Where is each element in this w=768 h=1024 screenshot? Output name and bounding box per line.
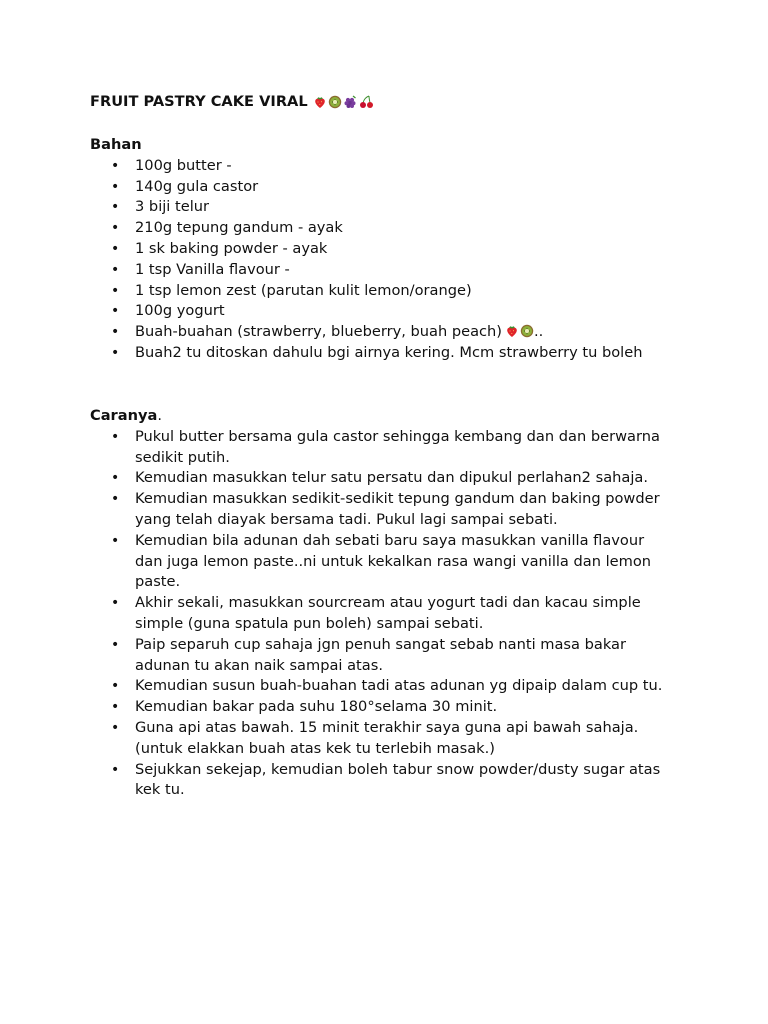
bullet: • — [111, 761, 120, 778]
step-text: Kemudian susun buah-buahan tadi atas adunan yg dipaip dalam cup tu. — [135, 677, 663, 695]
ingredient-text: 100g yogurt — [135, 302, 225, 320]
step-text: Paip separuh cup sahaja jgn penuh sangat sebab nanti masa bakar adunan tu akan naik sampai atas. — [135, 635, 626, 674]
fruit-emoji-group — [505, 324, 534, 338]
bullet: • — [111, 595, 120, 612]
kiwi-icon — [520, 324, 534, 338]
bullet: • — [111, 699, 120, 716]
bullet: • — [111, 428, 120, 445]
bullet: • — [111, 240, 120, 257]
ingredients-section — [90, 135, 690, 364]
strawberry-icon — [313, 95, 327, 109]
ingredient-text: 1 tsp Vanilla flavour - — [135, 260, 290, 278]
method-section — [90, 406, 690, 801]
kiwi-icon — [328, 95, 342, 109]
step-text: Akhir sekali, masukkan sourcream atau yogurt tadi dan kacau simple simple (guna spatula pun boleh) sampai sebati. — [135, 594, 641, 632]
list-item — [90, 177, 670, 198]
list-item — [90, 281, 670, 302]
bullet: • — [111, 344, 120, 361]
bullet: • — [111, 303, 120, 320]
strawberry-icon — [505, 324, 519, 338]
step-text: Kemudian bakar pada suhu 180°selama 30 minit. — [135, 698, 498, 716]
bullet: • — [111, 178, 120, 195]
list-item — [90, 635, 670, 677]
bullet: • — [111, 532, 120, 549]
method-list — [90, 427, 690, 801]
ingredient-text: 1 tsp lemon zest (parutan kulit lemon/orange) — [135, 281, 472, 299]
bullet: • — [111, 491, 120, 508]
ingredients-list — [90, 156, 690, 364]
list-item — [90, 531, 670, 593]
ingredient-text: 210g tepung gandum - ayak — [135, 219, 343, 237]
list-item — [90, 676, 670, 697]
bullet: • — [111, 636, 120, 653]
bullet: • — [111, 199, 120, 216]
recipe-title — [90, 92, 374, 113]
list-item — [90, 468, 670, 489]
list-item — [90, 322, 670, 343]
bullet: • — [111, 282, 120, 299]
method-heading-suffix: . — [157, 407, 162, 424]
list-item — [90, 218, 670, 239]
ingredient-text: 3 biji telur — [135, 198, 209, 216]
list-item — [90, 156, 670, 177]
step-text: Kemudian masukkan sedikit-sedikit tepung gandum dan baking powder yang telah diayak bersama tadi. Pukul lagi sampai sebati. — [135, 490, 660, 528]
ingredient-text: 1 sk baking powder - ayak — [135, 239, 328, 257]
method-heading-text: Caranya — [90, 407, 158, 424]
ingredients-heading: Bahan — [90, 136, 142, 153]
bullet: • — [111, 157, 120, 174]
list-item — [90, 593, 670, 635]
step-text: Guna api atas bawah. 15 minit terakhir saya guna api bawah sahaja. (untuk elakkan buah atas kek tu terlebih masak.) — [135, 718, 639, 757]
list-item — [90, 239, 670, 260]
list-item — [90, 301, 670, 322]
grapes-icon — [343, 95, 358, 109]
step-text: Kemudian bila adunan dah sebati baru saya masukkan vanilla flavour dan juga lemon paste..ni untuk kekalkan rasa wangi vanilla dan lemon paste. — [135, 531, 652, 591]
list-item — [90, 260, 670, 281]
list-item — [90, 197, 670, 218]
step-text: Sejukkan sekejap, kemudian boleh tabur snow powder/dusty sugar atas kek tu. — [135, 760, 661, 799]
list-item — [90, 489, 670, 531]
bullet: • — [111, 324, 120, 341]
list-item — [90, 343, 670, 364]
list-item — [90, 718, 670, 760]
step-text: Kemudian masukkan telur satu persatu dan dipukul perlahan2 sahaja. — [135, 469, 648, 487]
ingredient-suffix: .. — [534, 323, 544, 341]
title-text: FRUIT PASTRY CAKE VIRAL — [90, 93, 308, 110]
ingredient-text: Buah2 tu ditoskan dahulu bgi airnya kering. Mcm strawberry tu boleh — [135, 343, 643, 361]
cherries-icon — [359, 95, 374, 109]
ingredient-text: Buah-buahan (strawberry, blueberry, buah peach) — [135, 323, 502, 341]
ingredient-text: 100g butter - — [135, 156, 232, 174]
list-item — [90, 760, 670, 802]
step-text: Pukul butter bersama gula castor sehingga kembang dan dan berwarna sedikit putih. — [135, 427, 660, 466]
method-heading — [90, 406, 690, 427]
list-item — [90, 427, 670, 469]
ingredient-text: 140g gula castor — [135, 177, 259, 195]
bullet: • — [111, 470, 120, 487]
bullet: • — [111, 261, 120, 278]
title-emoji-row — [313, 95, 374, 109]
bullet: • — [111, 719, 120, 736]
bullet: • — [111, 678, 120, 695]
bullet: • — [111, 220, 120, 237]
list-item — [90, 697, 670, 718]
